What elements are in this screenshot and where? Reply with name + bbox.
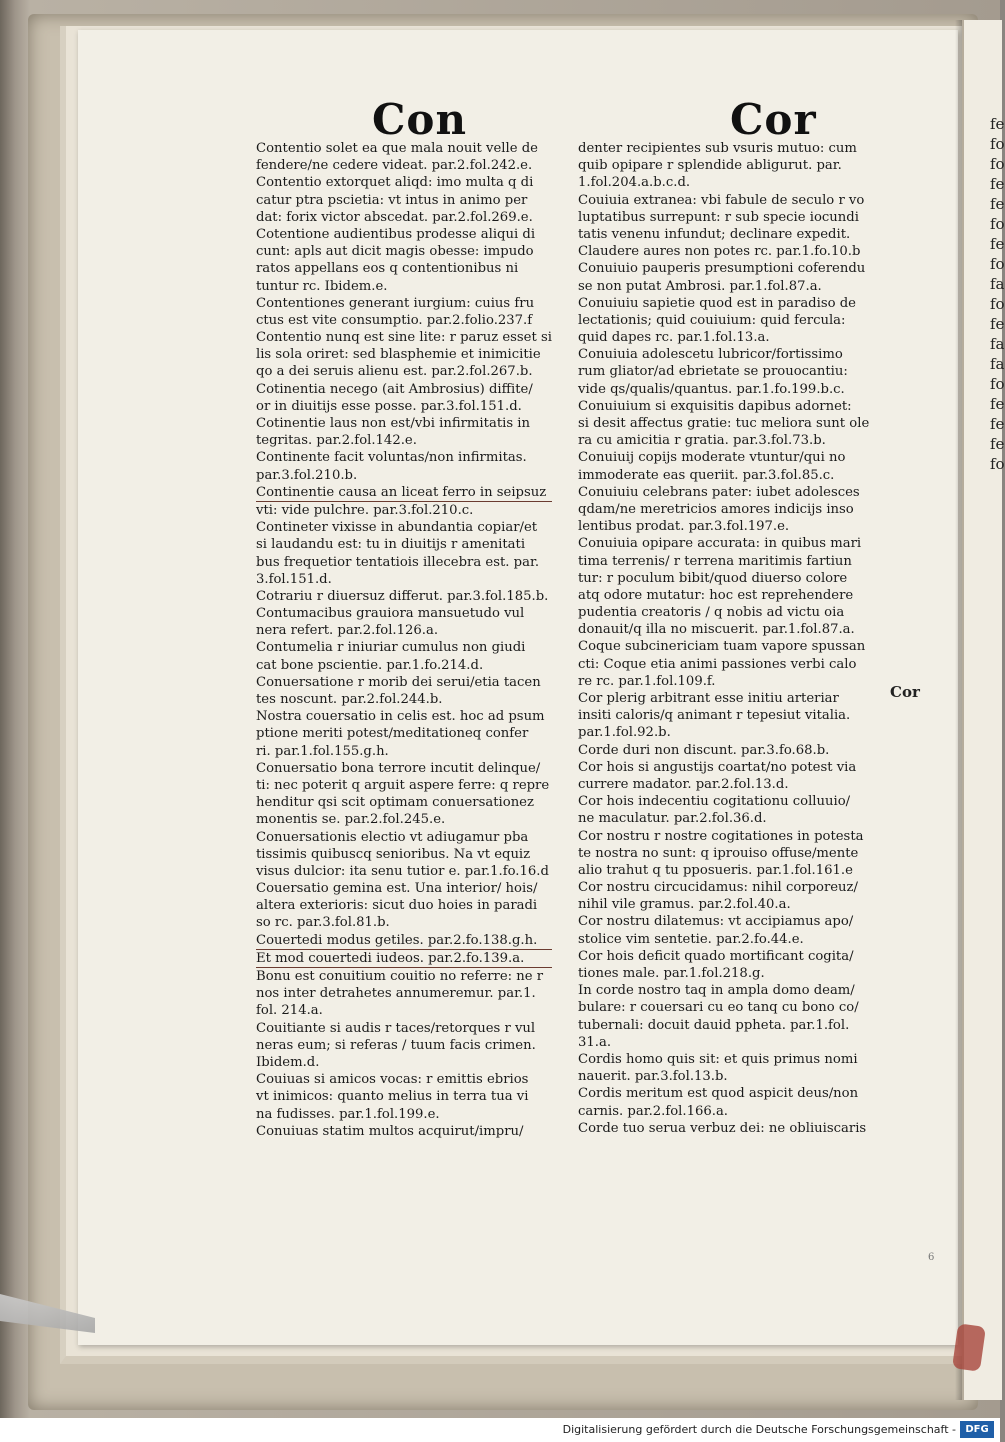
text-line: quid dapes rc. par.1.fol.13.a. — [578, 330, 770, 346]
text-line: ti: nec poterit q arguit aspere ferre: q repre — [256, 777, 550, 793]
text-line: tur: r poculum bibit/quod diuerso colore — [578, 570, 848, 586]
text-line: tatis venenu infundut; declinare expedit. — [578, 226, 851, 242]
text-line: qdam/ne meretricios amores indicijs inso — [578, 501, 854, 517]
text-line: nera refert. par.2.fol.126.a. — [256, 623, 439, 639]
facing-text-fragment: fe — [990, 415, 1005, 433]
text-line: visus dulcior: ita senu tutior e. par.1.fo.16.d — [256, 863, 549, 879]
text-line: donauit/q illa no miscuerit. par.1.fol.87.a. — [578, 622, 855, 638]
text-line: insiti caloris/q animant r tepesiut vitalia. — [578, 708, 851, 724]
text-line: Contineter vixisse in abundantia copiar/et — [256, 520, 538, 536]
text-line: Cor plerig arbitrant esse initiu arteriar — [578, 691, 839, 706]
text-line: currere madator. par.2.fol.13.d. — [578, 776, 789, 792]
text-line: Ibidem.d. — [256, 1054, 320, 1070]
text-line: dat: forix victor abscedat. par.2.fol.269.e. — [256, 209, 533, 225]
text-line: vt inimicos: quanto melius in terra tua vi — [256, 1089, 529, 1105]
text-line: fendere/ne cedere videat. par.2.fol.242.e. — [256, 158, 533, 174]
text-line: lis sola oriret: sed blasphemie et inimicitie — [256, 347, 541, 363]
footer-bar — [0, 1418, 1000, 1442]
text-line: Conuiuia adolescetu lubricor/fortissimo — [578, 347, 843, 363]
text-line: cat bone pscientie. par.1.fo.214.d. — [256, 657, 484, 673]
text-line: Couersatio gemina est. Una interior/ hois/ — [256, 881, 538, 897]
text-line: Continentie causa an liceat ferro in seipsuz — [256, 484, 552, 502]
text-line: 3.fol.151.d. — [256, 571, 332, 587]
facing-text-fragment: fe — [990, 115, 1005, 133]
facing-text-fragment: fo — [990, 255, 1005, 273]
text-line: so rc. par.3.fol.81.b. — [256, 915, 390, 931]
text-line: luptatibus surrepunt: r sub specie iocundi — [578, 209, 859, 225]
facing-text-fragment: fa — [990, 275, 1005, 293]
text-line: rum gliator/ad ebrietate se prouocantiu: — [578, 364, 848, 380]
text-line: tubernali: docuit dauid ppheta. par.1.fol. — [578, 1017, 850, 1033]
text-line: vti: vide pulchre. par.3.fol.210.c. — [256, 502, 474, 518]
text-line: Et mod couertedi iudeos. par.2.fo.139.a. — [256, 950, 552, 968]
text-line: tes noscunt. par.2.fol.244.b. — [256, 692, 443, 707]
text-line: ctus est vite consumptio. par.2.folio.237.f — [256, 312, 533, 328]
text-line: Cotrariu r diuersuz differut. par.3.fol.185.b. — [256, 588, 549, 604]
text-line: Contumacibus grauiora mansuetudo vul — [256, 606, 525, 622]
text-line: Contentio extorquet aliqd: imo multa q di — [256, 175, 534, 191]
text-line: Conuiuiu sapietie quod est in paradiso de — [578, 295, 856, 311]
facing-text-fragment: fe — [990, 235, 1005, 253]
text-line: Bonu est conuitium couitio no referre: ne r — [256, 969, 544, 984]
text-line: Cotinentie laus non est/vbi infirmitatis in — [256, 416, 531, 431]
text-line: Couiuia extranea: vbi fabule de seculo r vo — [578, 192, 865, 208]
text-line: Contentio nunq est sine lite: r paruz esset si — [256, 330, 552, 346]
text-line: nos inter detrahetes annumeremur. par.1. — [256, 986, 536, 1002]
text-line: ne maculatur. par.2.fol.36.d. — [578, 811, 767, 827]
running-head-right-text: Cor — [730, 95, 817, 144]
text-line: Cordis meritum est quod aspicit deus/non — [578, 1086, 859, 1102]
text-line: si desit affectus gratie: tuc meliora sunt ole — [578, 416, 870, 431]
text-line: Cotinentia necego (ait Ambrosius) diffite/ — [256, 381, 533, 397]
text-line: 1.fol.204.a.b.c.d. — [578, 175, 691, 191]
right-text-column — [578, 140, 869, 1137]
text-line: immoderate eas queriit. par.3.fol.85.c. — [578, 467, 835, 483]
text-line: Contumelia r iniuriar cumulus non giudi — [256, 640, 526, 656]
running-head-right — [730, 95, 817, 144]
text-line: Nostra couersatio in celis est. hoc ad psum — [256, 709, 545, 725]
text-line: quib opipare r splendide abligurut. par. — [578, 158, 842, 174]
text-line: tima terrenis/ r terrena maritimis fartiun — [578, 553, 852, 569]
page-mark: 6 — [928, 1252, 935, 1263]
facing-text-fragment: fo — [990, 215, 1005, 233]
running-head-left — [372, 95, 467, 144]
text-line: 31.a. — [578, 1034, 612, 1050]
facing-text-fragment: fe — [990, 315, 1005, 333]
text-line: Continente facit voluntas/non infirmitas. — [256, 450, 527, 466]
dfg-logo: DFG — [960, 1421, 994, 1438]
text-line: Cor hois deficit quado mortificant cogita/ — [578, 948, 854, 964]
text-line: Couitiante si audis r taces/retorques r vul — [256, 1020, 536, 1036]
text-line: Coque subcinericiam tuam vapore spussan — [578, 639, 866, 655]
text-line: par.1.fol.92.b. — [578, 725, 671, 741]
text-line: denter recipientes sub vsuris mutuo: cum — [578, 141, 857, 156]
text-line: Cordis homo quis sit: et quis primus nomi — [578, 1051, 858, 1067]
text-line: altera exterioris: sicut duo hoies in paradi — [256, 898, 538, 914]
text-line: Conuersatio bona terrore incutit delinque/ — [256, 760, 541, 776]
text-line: Conuiuij copijs moderate vtuntur/qui no — [578, 450, 846, 466]
text-line: bulare: r couersari cu eo tanq cu bono co/ — [578, 1000, 859, 1016]
facing-text-fragment: fo — [990, 135, 1005, 153]
text-line: lectationis; quid couiuium: quid fercula: — [578, 312, 846, 328]
text-line: Cor nostru circucidamus: nihil corporeuz/ — [578, 880, 858, 896]
text-line: Cor hois indecentiu cogitationu colluuio/ — [578, 794, 851, 810]
text-line: Contentio solet ea que mala nouit velle de — [256, 141, 538, 156]
text-line: cunt: apls aut dicit magis obesse: impudo — [256, 244, 534, 260]
facing-text-fragment: fa — [990, 335, 1005, 353]
text-line: tissimis quibuscq senioribus. Na vt equiz — [256, 846, 531, 862]
text-line: te nostra no sunt: q iprouiso offuse/mente — [578, 845, 859, 861]
text-line: Cor hois si angustijs coartat/no potest via — [578, 759, 857, 775]
facing-text-fragment: fe — [990, 435, 1005, 453]
text-line: Corde duri non discunt. par.3.fo.68.b. — [578, 742, 830, 758]
text-line: or in diuitijs esse posse. par.3.fol.151.d. — [256, 398, 522, 414]
text-line: Cor nostru dilatemus: vt accipiamus apo/ — [578, 914, 854, 930]
footer-credit: Digitalisierung gefördert durch die Deutsche Forschungsgemeinschaft - — [562, 1423, 956, 1436]
text-line: Conuiuiu celebrans pater: iubet adolesces — [578, 484, 860, 500]
text-line: fol. 214.a. — [256, 1003, 323, 1019]
facing-text-fragment: fe — [990, 395, 1005, 413]
text-line: Conuiuium si exquisitis dapibus adornet: — [578, 398, 852, 414]
facing-page-edge — [962, 20, 1005, 1400]
text-line: Conuiuas statim multos acquirut/impru/ — [256, 1123, 524, 1139]
left-text-column — [256, 140, 552, 1140]
text-line: Conuiuio pauperis presumptioni coferendu — [578, 261, 866, 277]
text-line: neras eum; si referas / tuum facis crimen. — [256, 1037, 536, 1053]
text-line: par.3.fol.210.b. — [256, 467, 358, 483]
facing-text-fragment: fo — [990, 295, 1005, 313]
text-line: atq odore mutatur: hoc est reprehendere — [578, 587, 854, 603]
facing-text-fragment: fo — [990, 155, 1005, 173]
text-line: stolice vim sentetie. par.2.fo.44.e. — [578, 931, 804, 947]
facing-text-fragment: fe — [990, 175, 1005, 193]
text-line: Couertedi modus getiles. par.2.fo.138.g.h. — [256, 932, 552, 950]
text-line: si laudandu est: tu in diuitijs r amenitati — [256, 537, 526, 553]
text-line: tiones male. par.1.fol.218.g. — [578, 966, 765, 981]
text-line: ratos appellans eos q contentionibus ni — [256, 261, 519, 277]
text-line: Corde tuo serua verbuz dei: ne obliuiscaris — [578, 1120, 867, 1136]
text-line: In corde nostro taq in ampla domo deam/ — [578, 983, 855, 999]
text-line: ri. par.1.fol.155.g.h. — [256, 743, 389, 759]
text-line: Cotentione audientibus prodesse aliqui di — [256, 226, 536, 242]
text-line: Cor nostru r nostre cogitationes in potesta — [578, 828, 864, 844]
text-line: Conuersationis electio vt adiugamur pba — [256, 829, 529, 845]
text-line: Conuersatione r morib dei serui/etia tacen — [256, 674, 541, 690]
running-head-left-text: Con — [372, 95, 467, 144]
text-line: bus frequetior tentatiois illecebra est. par. — [256, 554, 540, 570]
facing-text-fragment: fo — [990, 455, 1005, 473]
text-line: monentis se. par.2.fol.245.e. — [256, 812, 446, 828]
text-line: carnis. par.2.fol.166.a. — [578, 1103, 728, 1119]
facing-text-fragment: fa — [990, 355, 1005, 373]
facing-text-fragment: fe — [990, 195, 1005, 213]
text-line: re rc. par.1.fol.109.f. — [578, 673, 716, 689]
text-line: Conuiuia opipare accurata: in quibus mari — [578, 536, 862, 552]
text-line: na fudisses. par.1.fol.199.e. — [256, 1106, 440, 1122]
text-line: catur ptra pscietia: vt intus in animo per — [256, 192, 528, 208]
text-line: Couiuas si amicos vocas: r emittis ebrios — [256, 1072, 529, 1088]
text-line: lentibus prodat. par.3.fol.197.e. — [578, 519, 790, 535]
text-line: nihil vile gramus. par.2.fol.40.a. — [578, 897, 791, 913]
text-line: henditur qsi scit optimam conuersationez — [256, 795, 534, 811]
text-line: Contentiones generant iurgium: cuius fru — [256, 295, 535, 311]
text-line: ptione meriti potest/meditationeq confer — [256, 726, 529, 742]
text-line: Claudere aures non potes rc. par.1.fo.10.b — [578, 244, 861, 260]
text-line: qo a dei seruis alienu est. par.2.fol.267.b. — [256, 364, 533, 380]
text-line: pudentia creatoris / q nobis ad victu oia — [578, 605, 845, 621]
text-line: vide qs/qualis/quantus. par.1.fo.199.b.c. — [578, 381, 845, 397]
facing-text-fragment: fo — [990, 375, 1005, 393]
text-line: tegritas. par.2.fol.142.e. — [256, 433, 417, 449]
text-line: nauerit. par.3.fol.13.b. — [578, 1069, 728, 1085]
text-line: alio trahut q tu pposueris. par.1.fol.161.e — [578, 862, 853, 878]
text-line: cti: Coque etia animi passiones verbi calo — [578, 656, 857, 672]
text-line: ra cu amicitia r gratia. par.3.fol.73.b. — [578, 433, 826, 449]
text-line: se non putat Ambrosi. par.1.fol.87.a. — [578, 278, 822, 294]
margin-note: Cor — [890, 683, 920, 701]
text-line: tuntur rc. Ibidem.e. — [256, 278, 388, 294]
